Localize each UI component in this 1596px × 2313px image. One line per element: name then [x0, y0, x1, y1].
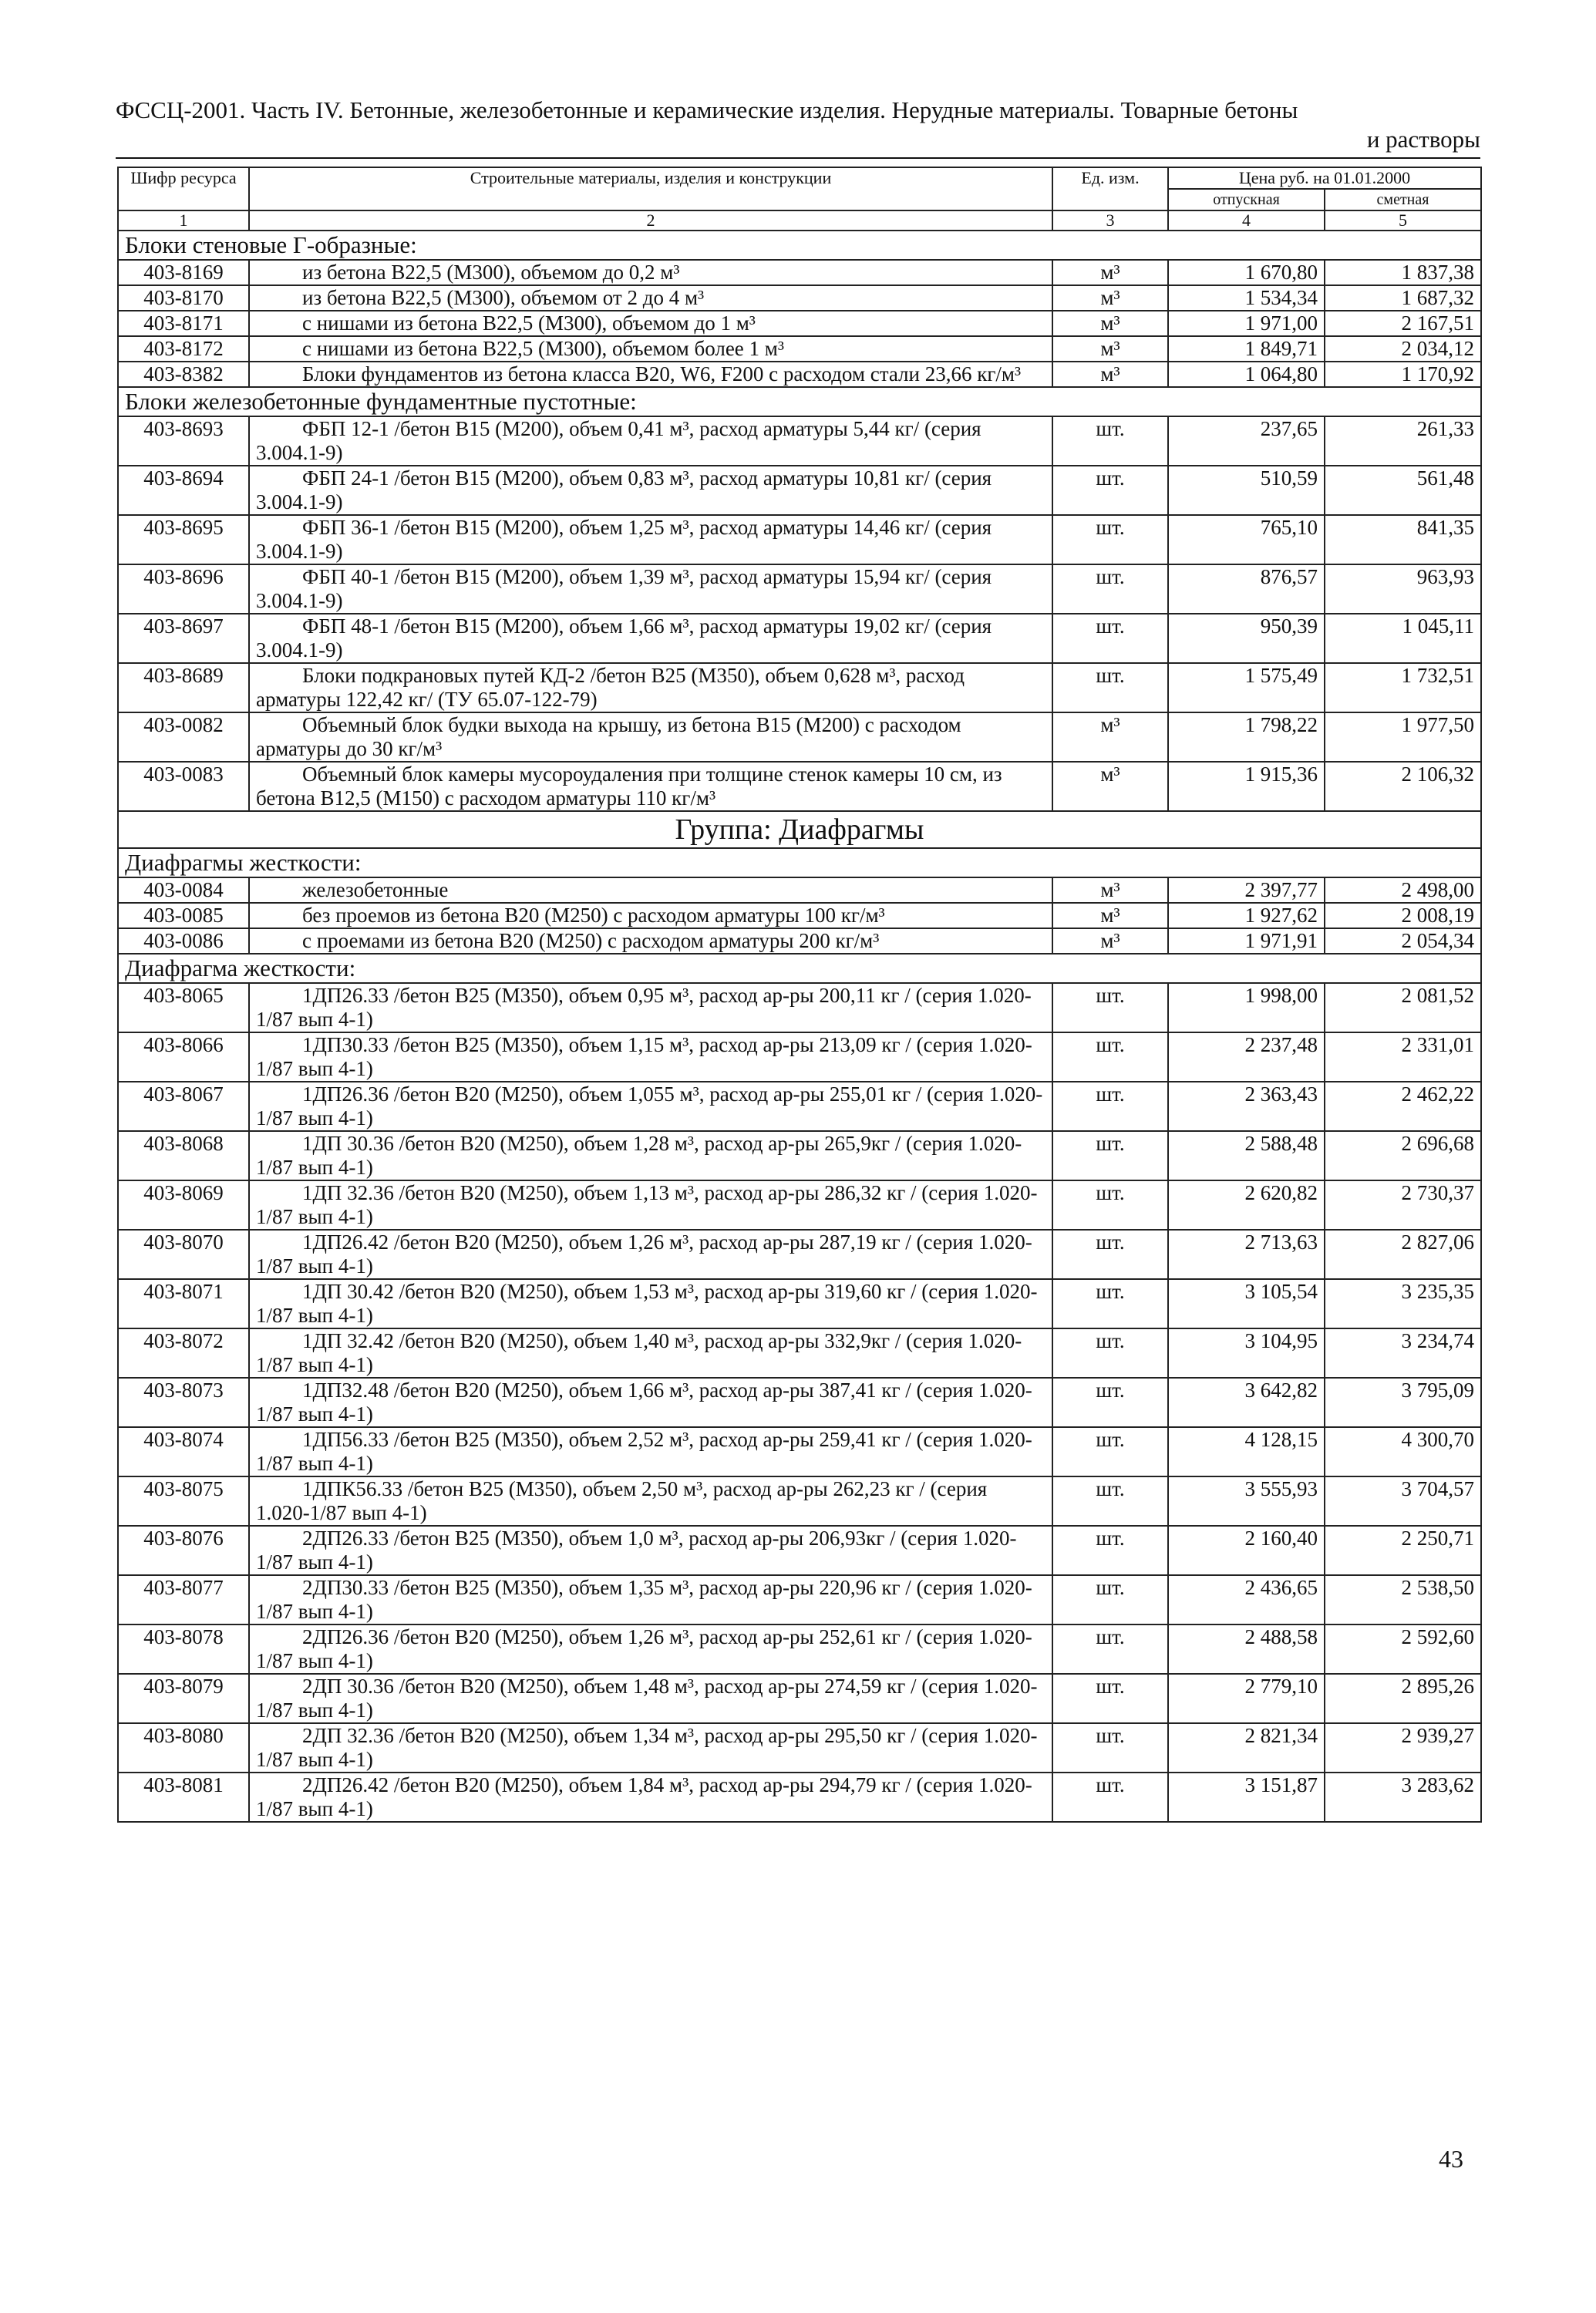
- material-name: из бетона В22,5 (М300), объемом от 2 до 4 м³: [249, 285, 1052, 311]
- resource-code: 403-8075: [118, 1476, 249, 1526]
- resource-code: 403-0084: [118, 877, 249, 903]
- table-row: [118, 416, 1481, 466]
- resource-code: 403-8693: [118, 416, 249, 466]
- table-row: [118, 1328, 1481, 1378]
- table-row: [118, 614, 1481, 663]
- release-price: 3 151,87: [1168, 1773, 1325, 1822]
- release-price: 1 971,91: [1168, 928, 1325, 954]
- unit-of-measure: м³: [1052, 336, 1168, 362]
- table-row: [118, 1427, 1481, 1476]
- section-title: Диафрагма жесткости:: [118, 954, 1481, 983]
- resource-code: 403-8170: [118, 285, 249, 311]
- table-row: [118, 1230, 1481, 1279]
- material-name: 2ДП30.33 /бетон В25 (М350), объем 1,35 м³, расход ар-ры 220,96 кг / (серия 1.020-1/87 вып 4-1): [249, 1575, 1052, 1624]
- material-name: 2ДП 30.36 /бетон В20 (М250), объем 1,48 м³, расход ар-ры 274,59 кг / (серия 1.020-1/87 вып 4-1): [249, 1674, 1052, 1723]
- resource-code: 403-8081: [118, 1773, 249, 1822]
- material-name: 1ДП 30.36 /бетон В20 (М250), объем 1,28 м³, расход ар-ры 265,9кг / (серия 1.020-1/87 вып 4-1): [249, 1131, 1052, 1180]
- header-title-line2: и растворы: [1366, 126, 1480, 153]
- estimate-price: 3 704,57: [1325, 1476, 1481, 1526]
- unit-of-measure: шт.: [1052, 515, 1168, 564]
- table-body: [118, 231, 1481, 1822]
- unit-of-measure: м³: [1052, 362, 1168, 387]
- unit-of-measure: шт.: [1052, 416, 1168, 466]
- resource-code: 403-8696: [118, 564, 249, 614]
- estimate-price: 2 696,68: [1325, 1131, 1481, 1180]
- release-price: 3 642,82: [1168, 1378, 1325, 1427]
- table-row: [118, 663, 1481, 712]
- table-row: [118, 762, 1481, 811]
- column-number: 3: [1052, 210, 1168, 231]
- unit-of-measure: шт.: [1052, 466, 1168, 515]
- release-price: 765,10: [1168, 515, 1325, 564]
- table-row: [118, 564, 1481, 614]
- material-name: 1ДП26.36 /бетон В20 (М250), объем 1,055 м³, расход ар-ры 255,01 кг / (серия 1.020-1/87 вып 4-1): [249, 1082, 1052, 1131]
- resource-code: 403-8067: [118, 1082, 249, 1131]
- material-name: ФБП 36-1 /бетон В15 (М200), объем 1,25 м³, расход арматуры 14,46 кг/ (серия 3.004.1-9): [249, 515, 1052, 564]
- material-name: ФБП 12-1 /бетон В15 (М200), объем 0,41 м³, расход арматуры 5,44 кг/ (серия 3.004.1-9): [249, 416, 1052, 466]
- release-price: 3 555,93: [1168, 1476, 1325, 1526]
- unit-of-measure: шт.: [1052, 1180, 1168, 1230]
- resource-code: 403-8078: [118, 1624, 249, 1674]
- unit-of-measure: шт.: [1052, 1131, 1168, 1180]
- material-name: 1ДП56.33 /бетон В25 (М350), объем 2,52 м³, расход ар-ры 259,41 кг / (серия 1.020-1/87 вып 4-1): [249, 1427, 1052, 1476]
- estimate-price: 2 008,19: [1325, 903, 1481, 928]
- resource-code: 403-8065: [118, 983, 249, 1032]
- release-price: 2 436,65: [1168, 1575, 1325, 1624]
- table-row: [118, 1082, 1481, 1131]
- unit-of-measure: м³: [1052, 877, 1168, 903]
- release-price: 2 397,77: [1168, 877, 1325, 903]
- resource-code: 403-0083: [118, 762, 249, 811]
- release-price: 2 779,10: [1168, 1674, 1325, 1723]
- material-name: 1ДПК56.33 /бетон В25 (М350), объем 2,50 м³, расход ар-ры 262,23 кг / (серия 1.020-1/87 вып 4-1): [249, 1476, 1052, 1526]
- estimate-price: 2 498,00: [1325, 877, 1481, 903]
- estimate-price: 1 977,50: [1325, 712, 1481, 762]
- estimate-price: 2 250,71: [1325, 1526, 1481, 1575]
- resource-code: 403-8697: [118, 614, 249, 663]
- material-name: железобетонные: [249, 877, 1052, 903]
- unit-of-measure: шт.: [1052, 564, 1168, 614]
- release-price: 1 064,80: [1168, 362, 1325, 387]
- table-row: [118, 1180, 1481, 1230]
- unit-of-measure: шт.: [1052, 1575, 1168, 1624]
- unit-of-measure: шт.: [1052, 1230, 1168, 1279]
- price-table: [117, 167, 1482, 1823]
- resource-code: 403-8689: [118, 663, 249, 712]
- resource-code: 403-8079: [118, 1674, 249, 1723]
- table-row: [118, 1723, 1481, 1773]
- estimate-price: 3 283,62: [1325, 1773, 1481, 1822]
- section-row: [118, 387, 1481, 416]
- group-title: Группа: Диафрагмы: [118, 811, 1481, 848]
- table-row: [118, 712, 1481, 762]
- table-row: [118, 362, 1481, 387]
- table-row: [118, 1674, 1481, 1723]
- table-row: [118, 877, 1481, 903]
- material-name: ФБП 48-1 /бетон В15 (М200), объем 1,66 м³, расход арматуры 19,02 кг/ (серия 3.004.1-9): [249, 614, 1052, 663]
- resource-code: 403-8071: [118, 1279, 249, 1328]
- material-name: 2ДП 32.36 /бетон В20 (М250), объем 1,34 м³, расход ар-ры 295,50 кг / (серия 1.020-1/87 вып 4-1): [249, 1723, 1052, 1773]
- resource-code: 403-8172: [118, 336, 249, 362]
- table-row: [118, 1526, 1481, 1575]
- section-row: [118, 954, 1481, 983]
- table-row: [118, 311, 1481, 336]
- release-price: 3 105,54: [1168, 1279, 1325, 1328]
- estimate-price: 2 081,52: [1325, 983, 1481, 1032]
- release-price: 2 160,40: [1168, 1526, 1325, 1575]
- resource-code: 403-8073: [118, 1378, 249, 1427]
- estimate-price: 2 592,60: [1325, 1624, 1481, 1674]
- estimate-price: 2 538,50: [1325, 1575, 1481, 1624]
- resource-code: 403-8171: [118, 311, 249, 336]
- material-name: Блоки подкрановых путей КД-2 /бетон В25 (М350), объем 0,628 м³, расход арматуры 122,42 кг/ (ТУ 65.07-122-79): [249, 663, 1052, 712]
- resource-code: 403-8382: [118, 362, 249, 387]
- estimate-price: 3 234,74: [1325, 1328, 1481, 1378]
- release-price: 2 363,43: [1168, 1082, 1325, 1131]
- table-row: [118, 336, 1481, 362]
- resource-code: 403-8077: [118, 1575, 249, 1624]
- column-number: 4: [1168, 210, 1325, 231]
- material-name: 1ДП 30.42 /бетон В20 (М250), объем 1,53 м³, расход ар-ры 319,60 кг / (серия 1.020-1/87 вып 4-1): [249, 1279, 1052, 1328]
- unit-of-measure: шт.: [1052, 663, 1168, 712]
- release-price: 1 927,62: [1168, 903, 1325, 928]
- unit-of-measure: м³: [1052, 311, 1168, 336]
- estimate-price: 561,48: [1325, 466, 1481, 515]
- estimate-price: 2 054,34: [1325, 928, 1481, 954]
- unit-of-measure: шт.: [1052, 1773, 1168, 1822]
- release-price: 2 588,48: [1168, 1131, 1325, 1180]
- estimate-price: 2 895,26: [1325, 1674, 1481, 1723]
- table-row: [118, 1476, 1481, 1526]
- estimate-price: 2 827,06: [1325, 1230, 1481, 1279]
- release-price: 1 971,00: [1168, 311, 1325, 336]
- material-name: 1ДП30.33 /бетон В25 (М350), объем 1,15 м³, расход ар-ры 213,09 кг / (серия 1.020-1/87 вып 4-1): [249, 1032, 1052, 1082]
- table-row: [118, 1279, 1481, 1328]
- material-name: Блоки фундаментов из бетона класса В20, W6, F200 с расходом стали 23,66 кг/м³: [249, 362, 1052, 387]
- resource-code: 403-8072: [118, 1328, 249, 1378]
- resource-code: 403-8068: [118, 1131, 249, 1180]
- release-price: 1 998,00: [1168, 983, 1325, 1032]
- unit-of-measure: шт.: [1052, 1328, 1168, 1378]
- table-row: [118, 1773, 1481, 1822]
- resource-code: 403-8074: [118, 1427, 249, 1476]
- resource-code: 403-0086: [118, 928, 249, 954]
- resource-code: 403-8066: [118, 1032, 249, 1082]
- header-rule: [116, 157, 1480, 159]
- release-price: 510,59: [1168, 466, 1325, 515]
- estimate-price: 1 045,11: [1325, 614, 1481, 663]
- estimate-price: 1 687,32: [1325, 285, 1481, 311]
- estimate-price: 2 106,32: [1325, 762, 1481, 811]
- unit-of-measure: шт.: [1052, 1378, 1168, 1427]
- material-name: с проемами из бетона В20 (М250) с расходом арматуры 200 кг/м³: [249, 928, 1052, 954]
- material-name: с нишами из бетона В22,5 (М300), объемом более 1 м³: [249, 336, 1052, 362]
- material-name: 2ДП26.42 /бетон В20 (М250), объем 1,84 м³, расход ар-ры 294,79 кг / (серия 1.020-1/87 вып 4-1): [249, 1773, 1052, 1822]
- estimate-price: 3 235,35: [1325, 1279, 1481, 1328]
- section-title: Блоки железобетонные фундаментные пустотные:: [118, 387, 1481, 416]
- estimate-price: 261,33: [1325, 416, 1481, 466]
- unit-of-measure: м³: [1052, 285, 1168, 311]
- unit-of-measure: м³: [1052, 928, 1168, 954]
- estimate-price: 2 167,51: [1325, 311, 1481, 336]
- resource-code: 403-8080: [118, 1723, 249, 1773]
- unit-of-measure: шт.: [1052, 1723, 1168, 1773]
- material-name: ФБП 24-1 /бетон В15 (М200), объем 0,83 м³, расход арматуры 10,81 кг/ (серия 3.004.1-9): [249, 466, 1052, 515]
- estimate-price: 2 034,12: [1325, 336, 1481, 362]
- unit-of-measure: шт.: [1052, 1032, 1168, 1082]
- unit-of-measure: шт.: [1052, 1526, 1168, 1575]
- section-title: Блоки стеновые Г-образные:: [118, 231, 1481, 260]
- release-price: 1 534,34: [1168, 285, 1325, 311]
- unit-of-measure: шт.: [1052, 1427, 1168, 1476]
- column-header-unit: Ед. изм.: [1052, 167, 1168, 210]
- estimate-price: 4 300,70: [1325, 1427, 1481, 1476]
- table-row: [118, 515, 1481, 564]
- material-name: 2ДП26.36 /бетон В20 (М250), объем 1,26 м³, расход ар-ры 252,61 кг / (серия 1.020-1/87 вып 4-1): [249, 1624, 1052, 1674]
- table-row: [118, 1032, 1481, 1082]
- section-row: [118, 231, 1481, 260]
- resource-code: 403-8070: [118, 1230, 249, 1279]
- table-row: [118, 903, 1481, 928]
- release-price: 2 237,48: [1168, 1032, 1325, 1082]
- resource-code: 403-0082: [118, 712, 249, 762]
- table-row: [118, 1624, 1481, 1674]
- release-price: 237,65: [1168, 416, 1325, 466]
- column-header-estimate: сметная: [1325, 189, 1481, 210]
- estimate-price: 841,35: [1325, 515, 1481, 564]
- material-name: 1ДП26.33 /бетон В25 (М350), объем 0,95 м³, расход ар-ры 200,11 кг / (серия 1.020-1/87 вып 4-1): [249, 983, 1052, 1032]
- resource-code: 403-8169: [118, 260, 249, 285]
- estimate-price: 1 837,38: [1325, 260, 1481, 285]
- estimate-price: 1 732,51: [1325, 663, 1481, 712]
- table-row: [118, 1131, 1481, 1180]
- resource-code: 403-0085: [118, 903, 249, 928]
- material-name: из бетона В22,5 (М300), объемом до 0,2 м³: [249, 260, 1052, 285]
- table-row: [118, 285, 1481, 311]
- estimate-price: 2 331,01: [1325, 1032, 1481, 1082]
- resource-code: 403-8695: [118, 515, 249, 564]
- estimate-price: 2 730,37: [1325, 1180, 1481, 1230]
- column-header-name: Строительные материалы, изделия и конструкции: [249, 167, 1052, 210]
- estimate-price: 3 795,09: [1325, 1378, 1481, 1427]
- unit-of-measure: шт.: [1052, 1082, 1168, 1131]
- release-price: 950,39: [1168, 614, 1325, 663]
- release-price: 1 915,36: [1168, 762, 1325, 811]
- material-name: Объемный блок камеры мусороудаления при толщине стенок камеры 10 см, из бетона В12,5 (М150) с расходом арматуры 110 кг/м³: [249, 762, 1052, 811]
- estimate-price: 963,93: [1325, 564, 1481, 614]
- unit-of-measure: м³: [1052, 903, 1168, 928]
- material-name: 1ДП32.48 /бетон В20 (М250), объем 1,66 м³, расход ар-ры 387,41 кг / (серия 1.020-1/87 вып 4-1): [249, 1378, 1052, 1427]
- page-header: [116, 96, 1480, 154]
- release-price: 2 713,63: [1168, 1230, 1325, 1279]
- unit-of-measure: м³: [1052, 712, 1168, 762]
- resource-code: 403-8694: [118, 466, 249, 515]
- release-price: 1 670,80: [1168, 260, 1325, 285]
- material-name: с нишами из бетона В22,5 (М300), объемом до 1 м³: [249, 311, 1052, 336]
- section-row: [118, 848, 1481, 877]
- release-price: 1 798,22: [1168, 712, 1325, 762]
- unit-of-measure: шт.: [1052, 1624, 1168, 1674]
- column-header-code: Шифр ресурса: [118, 167, 249, 210]
- column-number: 5: [1325, 210, 1481, 231]
- material-name: Объемный блок будки выхода на крышу, из бетона В15 (М200) с расходом арматуры до 30 кг/м³: [249, 712, 1052, 762]
- release-price: 3 104,95: [1168, 1328, 1325, 1378]
- material-name: 1ДП 32.36 /бетон В20 (М250), объем 1,13 м³, расход ар-ры 286,32 кг / (серия 1.020-1/87 вып 4-1): [249, 1180, 1052, 1230]
- release-price: 1 575,49: [1168, 663, 1325, 712]
- unit-of-measure: м³: [1052, 260, 1168, 285]
- unit-of-measure: м³: [1052, 762, 1168, 811]
- table-row: [118, 260, 1481, 285]
- release-price: 4 128,15: [1168, 1427, 1325, 1476]
- estimate-price: 1 170,92: [1325, 362, 1481, 387]
- release-price: 2 620,82: [1168, 1180, 1325, 1230]
- table-row: [118, 466, 1481, 515]
- table-row: [118, 928, 1481, 954]
- table-row: [118, 983, 1481, 1032]
- material-name: 1ДП26.42 /бетон В20 (М250), объем 1,26 м³, расход ар-ры 287,19 кг / (серия 1.020-1/87 вып 4-1): [249, 1230, 1052, 1279]
- table-row: [118, 1575, 1481, 1624]
- page-number: 43: [1439, 2145, 1463, 2173]
- section-title: Диафрагмы жесткости:: [118, 848, 1481, 877]
- material-name: без проемов из бетона В20 (М250) с расходом арматуры 100 кг/м³: [249, 903, 1052, 928]
- unit-of-measure: шт.: [1052, 614, 1168, 663]
- column-header-price: Цена руб. на 01.01.2000: [1168, 167, 1481, 189]
- unit-of-measure: шт.: [1052, 1279, 1168, 1328]
- unit-of-measure: шт.: [1052, 1674, 1168, 1723]
- column-number: 1: [118, 210, 249, 231]
- material-name: 2ДП26.33 /бетон В25 (М350), объем 1,0 м³, расход ар-ры 206,93кг / (серия 1.020-1/87 вып 4-1): [249, 1526, 1052, 1575]
- release-price: 1 849,71: [1168, 336, 1325, 362]
- table-row: [118, 1378, 1481, 1427]
- resource-code: 403-8076: [118, 1526, 249, 1575]
- release-price: 876,57: [1168, 564, 1325, 614]
- column-header-release: отпускная: [1168, 189, 1325, 210]
- estimate-price: 2 462,22: [1325, 1082, 1481, 1131]
- unit-of-measure: шт.: [1052, 983, 1168, 1032]
- header-title-line1: ФССЦ-2001. Часть IV. Бетонные, железобетонные и керамические изделия. Нерудные материалы. Товарные бетоны: [116, 96, 1298, 123]
- unit-of-measure: шт.: [1052, 1476, 1168, 1526]
- release-price: 2 488,58: [1168, 1624, 1325, 1674]
- material-name: 1ДП 32.42 /бетон В20 (М250), объем 1,40 м³, расход ар-ры 332,9кг / (серия 1.020-1/87 вып 4-1): [249, 1328, 1052, 1378]
- column-number: 2: [249, 210, 1052, 231]
- material-name: ФБП 40-1 /бетон В15 (М200), объем 1,39 м³, расход арматуры 15,94 кг/ (серия 3.004.1-9): [249, 564, 1052, 614]
- resource-code: 403-8069: [118, 1180, 249, 1230]
- release-price: 2 821,34: [1168, 1723, 1325, 1773]
- group-row: [118, 811, 1481, 848]
- estimate-price: 2 939,27: [1325, 1723, 1481, 1773]
